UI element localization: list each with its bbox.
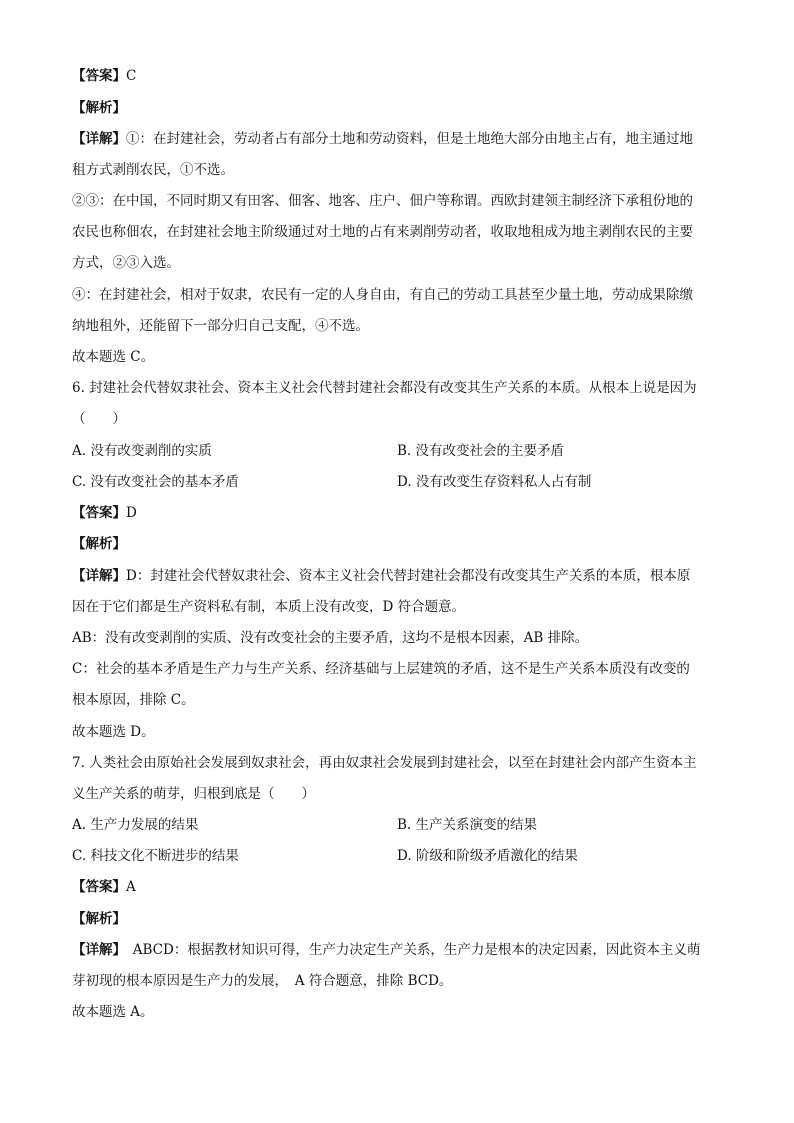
q6-detail-line: AB：没有改变剥削的实质、没有改变社会的主要矛盾，这均不是根本因素，AB 排除。: [72, 630, 589, 646]
q7-option-b: B. 生产关系演变的结果: [397, 817, 538, 833]
q5-analysis-heading: [72, 98, 732, 118]
analysis-tag: 【解析】: [72, 536, 126, 552]
q7-stem-cont: 义生产关系的萌芽，归根到底是（ ）: [72, 786, 315, 802]
q7-conclusion: 故本题选 A。: [72, 1004, 154, 1020]
answer-value: A: [126, 879, 136, 895]
q7-analysis-heading: [72, 909, 732, 929]
detail-tag: 【详解】: [72, 131, 126, 147]
q5-conclusion: 故本题选 C。: [72, 349, 155, 365]
q7-stem: 7. 人类社会由原始社会发展到奴隶社会，再由奴隶社会发展到封建社会，以至在封建社会内部产生资本主: [72, 755, 697, 771]
q5-detail-line: ④：在封建社会，相对于奴隶，农民有一定的人身自由，有自己的劳动工具甚至少量土地，劳动成果除缴: [72, 287, 693, 303]
q6-detail-line: 根本原因，排除 C。: [72, 692, 195, 708]
answer-value: C: [126, 68, 137, 84]
q7-answer: [72, 877, 732, 897]
detail-text: ABCD：根据教材知识可得，生产力决定生产关系，生产力是根本的决定因素，因此资本主义萌: [119, 942, 701, 958]
analysis-tag: 【解析】: [72, 100, 126, 116]
q6-option-d: D. 没有改变生存资料私人占有制: [397, 474, 592, 490]
q7-option-a: A. 生产力发展的结果: [72, 817, 199, 833]
analysis-tag: 【解析】: [72, 911, 126, 927]
detail-text: D：封建社会代替奴隶社会、资本主义社会代替封建社会都没有改变其生产关系的本质，根本原: [126, 568, 691, 584]
q5-detail-line: 租方式剥削农民，①不选。: [72, 162, 234, 178]
q7-detail-line: 芽初现的根本原因是生产力的发展， A 符合题意，排除 BCD。: [72, 973, 453, 989]
detail-tag: 【详解】: [72, 942, 120, 958]
q6-analysis-heading: [72, 534, 732, 554]
q5-answer: [72, 66, 732, 86]
answer-tag: 【答案】: [72, 505, 126, 521]
q5-detail-line: 农民也称佃农，在封建社会地主阶级通过对土地的占有来剥削劳动者，收取地租成为地主剥削农民的主要: [72, 224, 693, 240]
q6-stem: 6. 封建社会代替奴隶社会、资本主义社会代替封建社会都没有改变其生产关系的本质。从根本上说是因为: [72, 380, 697, 396]
q6-option-a: A. 没有改变剥削的实质: [72, 443, 212, 459]
q7-option-c: C. 科技文化不断进步的结果: [72, 848, 239, 864]
detail-tag: 【详解】: [72, 568, 126, 584]
detail-text: ①：在封建社会，劳动者占有部分土地和劳动资料，但是土地绝大部分由地主占有，地主通过地: [126, 131, 693, 147]
answer-tag: 【答案】: [72, 879, 126, 895]
q6-answer: [72, 503, 732, 523]
q7-option-d: D. 阶级和阶级矛盾激化的结果: [397, 848, 578, 864]
q6-conclusion: 故本题选 D。: [72, 724, 155, 740]
q6-stem-blank: （ ）: [72, 411, 126, 427]
q5-detail-line: [72, 129, 732, 149]
q6-option-b: B. 没有改变社会的主要矛盾: [397, 443, 565, 459]
q7-detail-line: [72, 940, 732, 960]
answer-value: D: [126, 505, 137, 521]
q6-detail-line: 因在于它们都是生产资料私有制，本质上没有改变，D 符合题意。: [72, 599, 466, 615]
q6-detail-line: C：社会的基本矛盾是生产力与生产关系、经济基础与上层建筑的矛盾，这不是生产关系本质没有改变的: [72, 661, 690, 677]
q5-detail-line: 纳地租外，还能留下一部分归自己支配，④不选。: [72, 318, 369, 334]
q6-detail-line: [72, 566, 732, 586]
answer-tag: 【答案】: [72, 68, 126, 84]
q6-option-c: C. 没有改变社会的基本矛盾: [72, 474, 239, 490]
q5-detail-line: ②③：在中国，不同时期又有田客、佃客、地客、庄户、佃户等称谓。西欧封建领主制经济下承租份地的: [72, 193, 693, 209]
q5-detail-line: 方式，②③入选。: [72, 255, 180, 271]
